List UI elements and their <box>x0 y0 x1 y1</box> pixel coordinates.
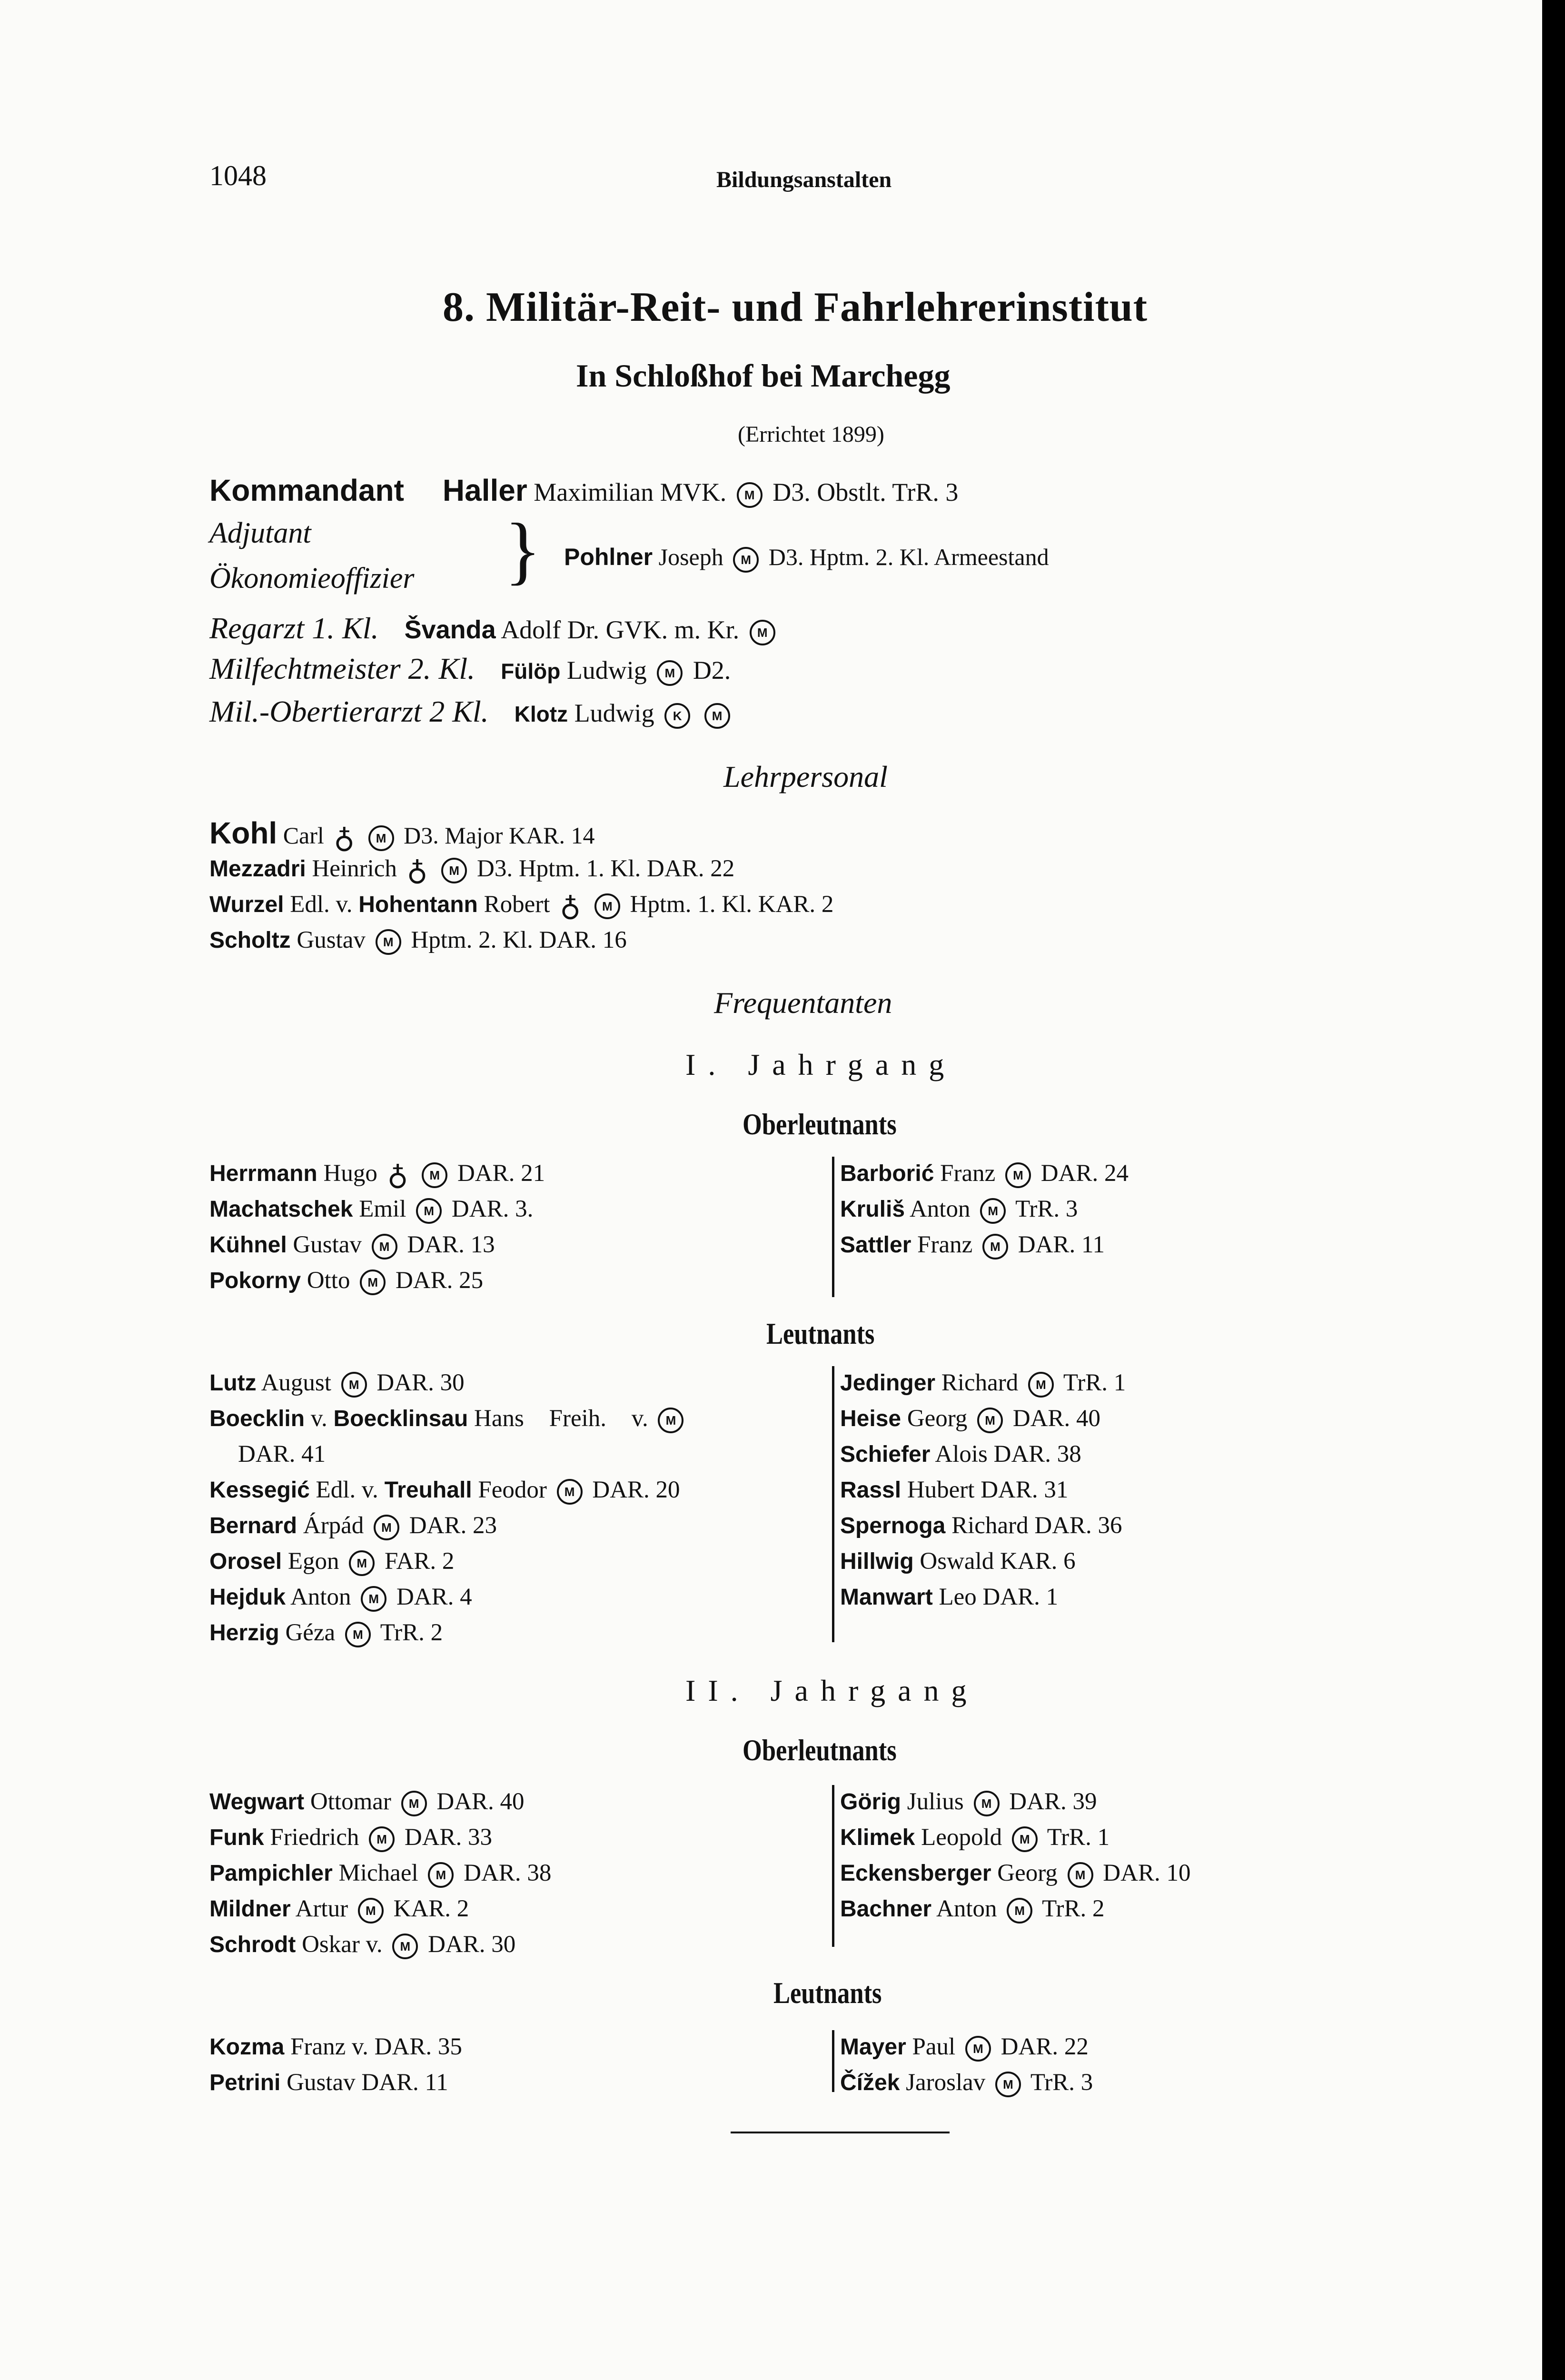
surname: Barborić <box>840 1161 934 1186</box>
surname: Herzig <box>209 1620 279 1646</box>
staff-tierarzt <box>209 694 734 729</box>
column-divider <box>832 1785 834 1947</box>
given-name: Leopold <box>921 1824 1002 1851</box>
given-name: Joseph <box>658 544 723 570</box>
merit-icon: M <box>401 1791 427 1816</box>
given-name: Edl. v. <box>316 1477 378 1503</box>
section-lehrpersonal: Lehrpersonal <box>723 760 888 793</box>
given-name: Robert <box>484 891 550 918</box>
surname: Pohlner <box>564 544 653 570</box>
given-name: Anton <box>936 1895 997 1922</box>
given-name: August <box>261 1369 331 1396</box>
surname: Wegwart <box>209 1789 305 1815</box>
merit-icon: M <box>361 1586 386 1612</box>
list-item <box>840 1547 1076 1576</box>
details: DAR. 40 <box>1012 1405 1101 1432</box>
surname: Schrodt <box>209 1932 296 1957</box>
surname: Kohl <box>209 816 277 850</box>
given-name: v. <box>310 1405 327 1432</box>
decoration-icon: ♁ <box>387 1160 408 1191</box>
details: FAR. 2 <box>384 1548 455 1575</box>
role-fechtmeister: Milfechtmeister 2. Kl. <box>209 652 475 685</box>
details: D2. <box>693 656 731 684</box>
details: DAR. 33 <box>404 1824 493 1851</box>
given-name: Gustav <box>293 1231 362 1258</box>
given-name: Oswald KAR. 6 <box>920 1548 1076 1575</box>
surname: Lutz <box>209 1370 257 1396</box>
decoration-icon: ♁ <box>406 855 428 887</box>
section-frequentanten: Frequentanten <box>714 986 892 1020</box>
merit-icon: M <box>1068 1862 1093 1888</box>
details: DAR. 20 <box>592 1477 680 1503</box>
list-item <box>840 1368 1126 1398</box>
given-name: Emil <box>359 1196 406 1222</box>
lehrer-row <box>209 890 834 922</box>
surname: Herrmann <box>209 1161 317 1186</box>
given-name: Oskar v. <box>302 1931 383 1958</box>
given-name: Franz <box>917 1231 973 1258</box>
surname: Boecklinsau <box>333 1406 468 1431</box>
given-name: Julius <box>907 1788 964 1815</box>
jg1-oberleutnants-heading: Oberleutnants <box>743 1107 897 1141</box>
jahrgang-1-heading: I. Jahrgang <box>685 1048 957 1081</box>
given-name: Friedrich <box>270 1824 359 1851</box>
given-name: Otto <box>307 1267 350 1294</box>
details: Hptm. 2. Kl. DAR. 16 <box>411 927 627 953</box>
staff-fechtmeister <box>209 654 731 686</box>
surname: Eckensberger <box>840 1861 991 1886</box>
details: DAR. 11 <box>1018 1231 1105 1258</box>
details: DAR. 25 <box>395 1267 484 1294</box>
surname: Scholtz <box>209 928 291 953</box>
merit-icon: M <box>657 660 683 686</box>
details: DAR. 24 <box>1040 1160 1129 1187</box>
merit-icon: M <box>376 929 401 955</box>
details: TrR. 1 <box>1047 1824 1110 1851</box>
list-item <box>209 1823 492 1852</box>
given-name: Michael <box>338 1860 418 1886</box>
given-name: Carl <box>283 822 324 849</box>
list-item <box>209 2068 448 2097</box>
given-name: Franz v. DAR. 35 <box>290 2033 462 2060</box>
merit-icon: M <box>368 825 394 851</box>
details: DAR. 13 <box>407 1231 495 1258</box>
list-item <box>209 1195 533 1224</box>
merit-icon: M <box>737 482 763 508</box>
list-item <box>209 2033 462 2062</box>
surname: Bernard <box>209 1513 297 1538</box>
details: DAR. 10 <box>1103 1860 1191 1886</box>
list-item <box>209 1159 545 1191</box>
surname: Mezzadri <box>209 856 306 882</box>
list-item <box>209 1618 443 1647</box>
given-name: Franz <box>940 1160 996 1187</box>
details: TrR. 2 <box>1042 1895 1105 1922</box>
merit-icon: M <box>658 1408 683 1433</box>
given-name: Leo DAR. 1 <box>939 1584 1059 1610</box>
details: Hptm. 1. Kl. KAR. 2 <box>630 891 834 918</box>
given-name: Ludwig <box>574 699 654 727</box>
column-divider <box>832 1157 834 1297</box>
staff-adjutant <box>564 543 1049 573</box>
given-name: Jaroslav <box>906 2069 986 2096</box>
list-item <box>840 1195 1078 1224</box>
list-item <box>209 1787 525 1816</box>
merit-icon: M <box>358 1898 384 1924</box>
jg2-leutnants-heading: Leutnants <box>773 1976 882 2010</box>
details: TrR. 3 <box>1015 1196 1078 1222</box>
list-item <box>209 1930 515 1959</box>
surname: Haller <box>442 473 527 507</box>
column-divider <box>832 1366 834 1642</box>
merit-icon: M <box>369 1826 395 1852</box>
details: DAR. 4 <box>396 1584 472 1610</box>
merit-icon: M <box>733 547 759 573</box>
surname: Mayer <box>840 2034 906 2060</box>
list-item <box>840 1894 1104 1924</box>
column-divider <box>832 2030 834 2092</box>
merit-icon: M <box>557 1479 583 1505</box>
surname: Funk <box>209 1825 264 1850</box>
details: TrR. 3 <box>1030 2069 1093 2096</box>
surname: Treuhall <box>384 1478 472 1503</box>
details: DAR. 3. <box>451 1196 534 1222</box>
surname: Pampichler <box>209 1861 333 1886</box>
list-item <box>840 1823 1109 1852</box>
running-title: Bildungsanstalten <box>716 167 892 192</box>
given-name: Anton <box>909 1196 971 1222</box>
details: DAR. 38 <box>464 1860 552 1886</box>
surname: Görig <box>840 1789 901 1815</box>
details: TrR. 1 <box>1063 1369 1126 1396</box>
details: D3. Hptm. 2. Kl. Armeestand <box>768 544 1049 570</box>
given-name: Georg <box>907 1405 968 1432</box>
institute-location: In Schloßhof bei Marchegg <box>576 357 951 394</box>
list-item <box>840 1404 1100 1433</box>
jg1-leutnants-heading: Leutnants <box>766 1317 875 1350</box>
surname: Wurzel <box>209 892 284 917</box>
details: KAR. 2 <box>393 1895 469 1922</box>
role-kommandant: Kommandant <box>209 473 404 507</box>
list-item <box>840 1440 1081 1469</box>
details: DAR. 21 <box>457 1160 545 1187</box>
given-name: Gustav DAR. 11 <box>287 2069 448 2096</box>
details: DAR. 40 <box>436 1788 525 1815</box>
merit-icon: M <box>341 1372 367 1398</box>
list-item <box>840 1859 1190 1888</box>
surname: Klimek <box>840 1825 915 1850</box>
merit-icon: M <box>428 1862 454 1888</box>
surname: Petrini <box>209 2070 281 2095</box>
merit-icon: M <box>360 1269 386 1295</box>
list-item-continuation: DAR. 41 <box>238 1441 326 1468</box>
merit-icon: M <box>441 858 467 883</box>
surname: Machatschek <box>209 1197 353 1222</box>
merit-icon: M <box>982 1234 1008 1259</box>
surname: Bachner <box>840 1896 932 1922</box>
details: TrR. 2 <box>380 1619 443 1646</box>
staff-kommandant <box>209 473 959 508</box>
surname: Sattler <box>840 1232 911 1258</box>
merit-icon: M <box>1007 1898 1032 1924</box>
surname: Jedinger <box>840 1370 936 1396</box>
role-tierarzt: Mil.-Obertierarzt 2 Kl. <box>209 694 489 728</box>
merit-icon: M <box>980 1198 1006 1224</box>
surname: Kühnel <box>209 1232 287 1258</box>
surname: Hejduk <box>209 1585 286 1610</box>
crown-icon: K <box>664 703 690 729</box>
merit-icon: M <box>1005 1162 1031 1188</box>
merit-icon: M <box>750 620 775 645</box>
surname: Kozma <box>209 2034 285 2060</box>
list-item <box>840 1787 1097 1816</box>
given-name: Alois DAR. 38 <box>935 1441 1081 1468</box>
surname: Švanda <box>404 615 496 644</box>
list-item <box>209 1547 454 1576</box>
surname: Schiefer <box>840 1442 931 1467</box>
list-item <box>209 1476 680 1505</box>
merit-icon: M <box>704 703 730 729</box>
merit-icon: M <box>392 1934 418 1959</box>
given-name: Heinrich <box>312 855 397 882</box>
given-name: Egon <box>287 1548 339 1575</box>
list-item <box>209 1230 495 1259</box>
surname: Fülöp <box>501 659 561 684</box>
details: DAR. 39 <box>1009 1788 1097 1815</box>
surname: Mildner <box>209 1896 291 1922</box>
list-item <box>209 1266 483 1295</box>
given-name: Adolf Dr. GVK. m. Kr. <box>501 615 740 644</box>
details: DAR. 23 <box>409 1512 497 1539</box>
page-number: 1048 <box>209 160 267 191</box>
details: D3. Major KAR. 14 <box>404 822 595 849</box>
merit-icon: M <box>594 893 620 919</box>
merit-icon: M <box>349 1550 375 1576</box>
surname: Manwart <box>840 1585 933 1610</box>
surname: Klotz <box>514 702 568 726</box>
merit-icon: M <box>374 1515 399 1540</box>
list-item <box>840 2033 1089 2062</box>
given-name: Richard <box>941 1369 1019 1396</box>
surname: Kessegić <box>209 1478 310 1503</box>
surname: Hohentann <box>358 892 478 917</box>
merit-icon: M <box>965 2036 991 2062</box>
list-item <box>840 1511 1122 1540</box>
merit-icon: M <box>1012 1826 1038 1852</box>
merit-icon: M <box>995 2072 1021 2097</box>
merit-icon: M <box>977 1408 1003 1433</box>
given-name: Hans Freih. v. <box>474 1405 648 1432</box>
merit-icon: M <box>345 1622 371 1647</box>
list-item <box>840 1159 1129 1188</box>
surname: Heise <box>840 1406 901 1431</box>
details: D3. Obstlt. TrR. 3 <box>773 478 959 506</box>
list-item <box>209 1894 469 1924</box>
list-item <box>209 1368 465 1398</box>
scan-edge <box>1542 0 1565 2380</box>
role-oekonomieoffizier: Ökonomieoffizier <box>209 562 415 595</box>
list-item <box>209 1583 472 1612</box>
given-name: Paul <box>912 2033 956 2060</box>
lehrer-row <box>209 854 735 887</box>
staff-regarzt <box>209 611 779 645</box>
merit-icon: M <box>372 1234 397 1259</box>
list-item <box>840 1583 1058 1612</box>
given-name: Richard DAR. 36 <box>951 1512 1122 1539</box>
given-name: Hubert DAR. 31 <box>907 1477 1069 1503</box>
given-name: Ottomar <box>310 1788 391 1815</box>
lehrer-row <box>209 926 627 955</box>
list-item <box>840 1230 1105 1259</box>
given-name: Gustav <box>297 927 366 953</box>
decoration-icon: ♁ <box>560 891 581 922</box>
given-name: Maximilian MVK. <box>534 478 727 506</box>
details: DAR. 22 <box>1000 2033 1089 2060</box>
surname: Pokorny <box>209 1268 301 1293</box>
surname: Spernoga <box>840 1513 946 1538</box>
list-item <box>209 1511 497 1540</box>
list-item <box>840 1476 1068 1505</box>
institute-founded: (Errichtet 1899) <box>738 422 884 447</box>
given-name: Edl. v. <box>290 891 353 918</box>
merit-icon: M <box>974 1791 1000 1816</box>
surname: Čížek <box>840 2070 900 2095</box>
jg2-oberleutnants-heading: Oberleutnants <box>743 1733 897 1767</box>
surname: Hillwig <box>840 1549 914 1574</box>
details: DAR. 30 <box>376 1369 465 1396</box>
merit-icon: M <box>1028 1372 1054 1398</box>
closing-rule <box>731 2132 950 2133</box>
lehrer-row <box>209 816 595 854</box>
merit-icon: M <box>422 1162 447 1188</box>
details: DAR. 30 <box>428 1931 516 1958</box>
jahrgang-2-heading: II. Jahrgang <box>685 1674 979 1707</box>
list-item <box>840 2068 1093 2097</box>
surname: Orosel <box>209 1549 282 1574</box>
brace-icon: } <box>505 507 541 592</box>
role-regarzt: Regarzt 1. Kl. <box>209 611 379 645</box>
given-name: Anton <box>290 1584 351 1610</box>
given-name: Artur <box>295 1895 348 1922</box>
list-item <box>209 1404 687 1433</box>
given-name: Ludwig <box>566 656 647 684</box>
given-name: Árpád <box>303 1512 364 1539</box>
given-name: Géza <box>285 1619 336 1646</box>
role-adjutant: Adjutant <box>209 517 311 549</box>
surname: Kruliš <box>840 1197 905 1222</box>
merit-icon: M <box>416 1198 442 1224</box>
decoration-icon: ♁ <box>334 822 355 854</box>
list-item <box>209 1859 551 1888</box>
given-name: Hugo <box>323 1160 377 1187</box>
given-name: Feodor <box>478 1477 547 1503</box>
details: D3. Hptm. 1. Kl. DAR. 22 <box>477 855 735 882</box>
institute-title: 8. Militär-Reit- und Fahrlehrerinstitut <box>443 284 1148 330</box>
surname: Rassl <box>840 1478 901 1503</box>
given-name: Georg <box>997 1860 1058 1886</box>
surname: Boecklin <box>209 1406 305 1431</box>
